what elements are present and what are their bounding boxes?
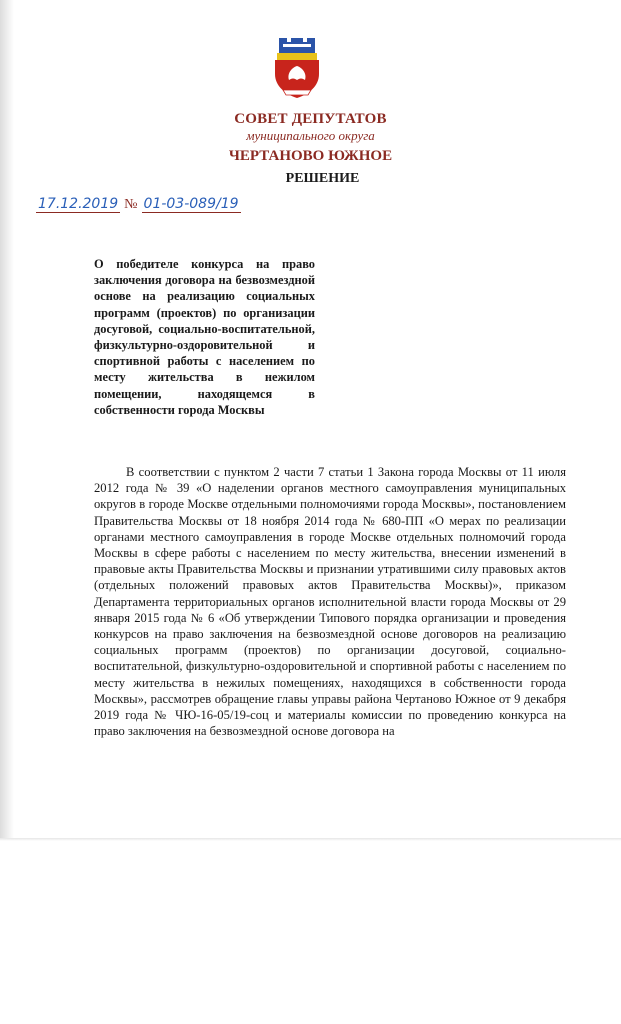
coat-of-arms-icon <box>269 34 325 102</box>
decision-number: 01-03-089/19 <box>143 196 239 212</box>
decision-subject: О победителе конкурса на право заключения договора на безвозмездной основе на реализацию социальных программ (проектов) по организации досуговой, социально-воспитательной, физкультурно-оздоровительной и спортивной работы с населением по месту жительства в нежилом помещении, находящемся в собственности города Москвы <box>94 257 315 417</box>
number-sign: № <box>124 197 138 212</box>
decision-body-paragraph: В соответствии с пунктом 2 части 7 статьи 1 Закона города Москвы от 11 июля 2012 года № 39 «О наделении органов местного самоуправления муниципальных округов в городе Москве отдельными полномочиями города Москвы», постановлением Правительства Москвы от 18 ноября 2014 года № 680-ПП «О мерах по реализации органами местного самоуправления в городе Москве отдельных полномочий города Москвы в сфере работы с населением по месту жительства, внесении изменений в правовые акты Правительства Москвы и признании утратившими силу правовых актов (отдельных положений правовых актов Правительства Москвы)», приказом Департамента территориальных органов исполнительной власти города Москвы от 29 января 2015 года № 6 «Об утверждении Типового порядка организации и проведения конкурсов на право заключения на безвозмездной основе договоров на реализацию социальных программ (проектов) по организации досуговой, социально-воспитательной, физкультурно-оздоровительной и спортивной работы с населением по месту жительства в нежилых помещениях, находящихся в собственности города Москвы», рассмотрев обращение главы управы района Чертаново Южное от 9 декабря 2019 года № ЧЮ-16-05/19-соц и материалы комиссии по проведению конкурса на право заключения на безвозмездной основе договора на <box>94 465 566 739</box>
scan-shadow-bottom <box>0 838 621 841</box>
decision-date: 17.12.2019 <box>38 196 119 212</box>
district-name: ЧЕРТАНОВО ЮЖНОЕ <box>228 148 393 164</box>
document-kind-title: РЕШЕНИЕ <box>285 171 360 186</box>
council-title: СОВЕТ ДЕПУТАТОВ <box>234 111 387 127</box>
district-type-label: муниципального округа <box>246 128 375 143</box>
registration-line <box>36 196 241 213</box>
